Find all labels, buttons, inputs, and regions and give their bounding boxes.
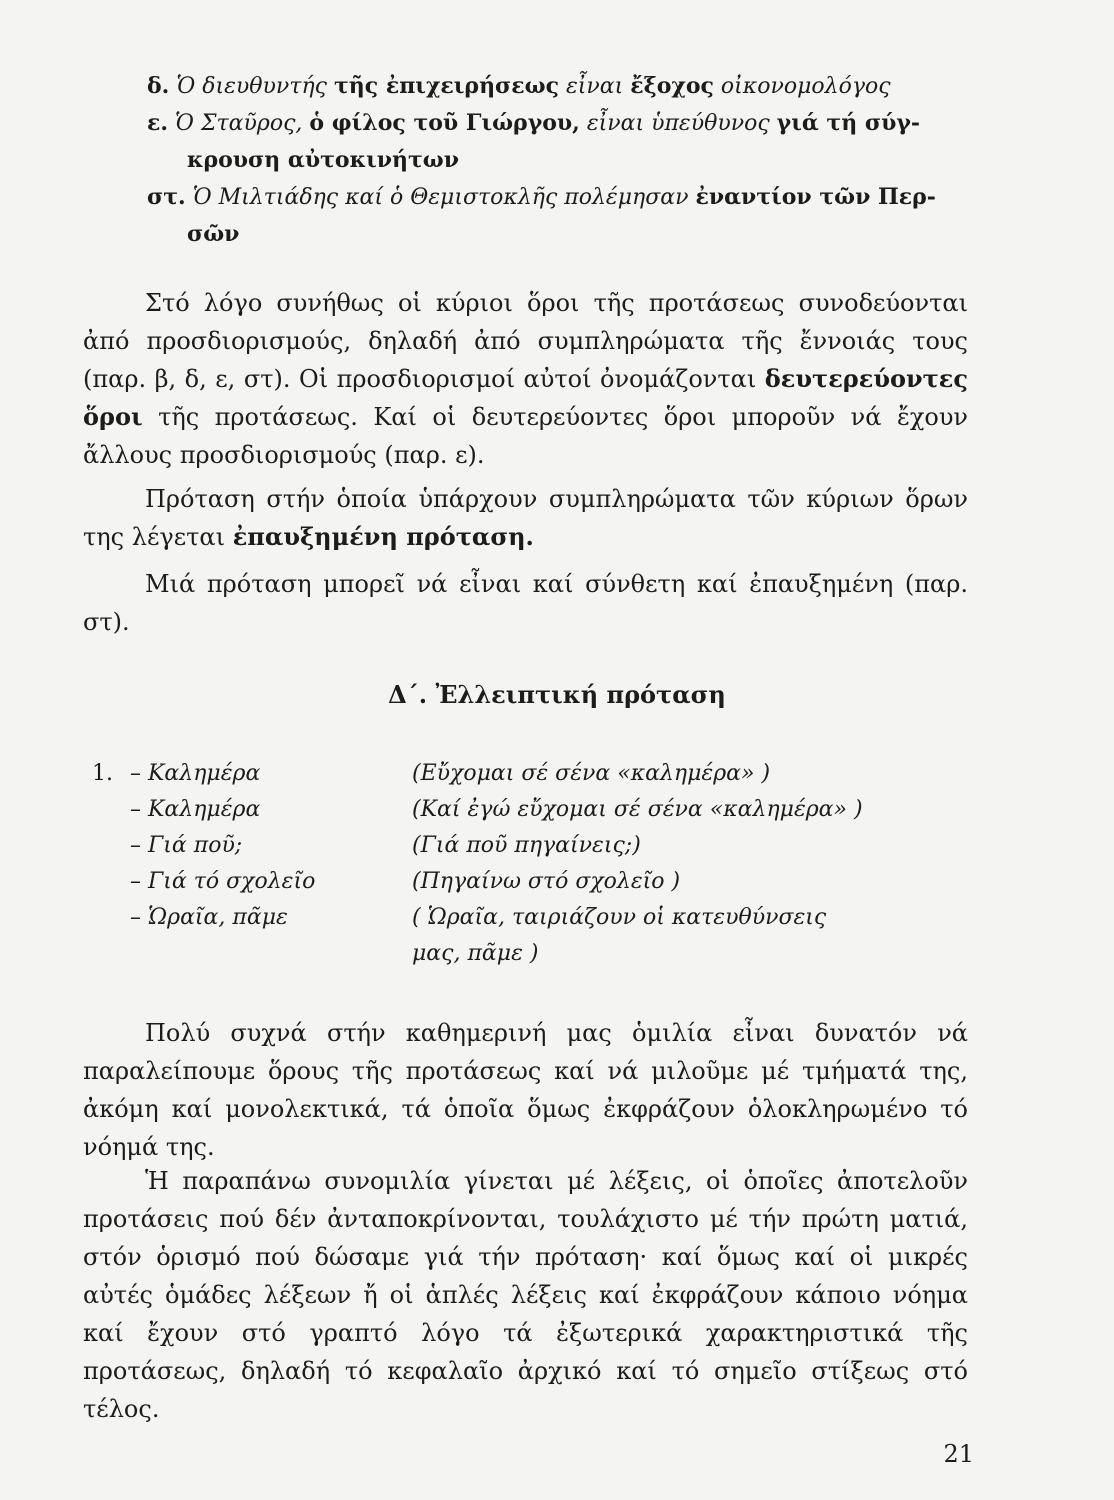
example-e: ε. Ὁ Σταῦρος, ὁ φίλος τοῦ Γιώργου, εἶναι ὑπεύθυνος γιά τή σύγ- (147, 110, 921, 136)
paragraph-expanded-sentence: Πρόταση στήν ὁποία ὑπάρχουν συμπληρώματα τῶν κύριων ὅρων της λέγεται ἐπαυξημένη πρόταση. (83, 485, 968, 551)
dialog-number: 1. (92, 761, 113, 786)
paragraph-conversation: Ἡ παραπάνω συνομιλία γίνεται μέ λέξεις, οἱ ὁποῖες ἀποτελοῦν προτάσεις πού δέν ἀνταποκρίνονται, τουλάχιστο μέ τήν πρώτη ματιά, στόν ὁρισμό πού δώσαμε γιά τήν πρόταση· καί ὅμως καί οἱ μικρές αὐτές ὁμάδες λέξεων ἤ οἱ ἁπλές λέξεις καί ἐκφράζουν κάποιο νόημα καί ἔχουν στό γραπτό λόγο τά ἐξωτερικά χαρακτηριστικά τῆς προτάσεως, δηλαδή τό κεφαλαῖο ἀρχικό καί τό σημεῖο στίξεως στό τέλος. (83, 1167, 968, 1423)
paragraph-omission: Πολύ συχνά στήν καθημερινή μας ὁμιλία εἶναι δυνατόν νά παραλείπουμε ὅρους τῆς προτάσεως καί νά μιλοῦμε μέ τμήματά της, ἀκόμη καί μονολεκτικά, τά ὁποῖα ὅμως ἐκφράζουν ὁλοκληρωμένο τό νόημά της. (83, 1019, 968, 1161)
dialog-row: 1. – Καλημέρα (Εὔχομαι σέ σένα «καλημέρα» ) (92, 756, 972, 792)
example-d: δ. Ὁ διευθυντής τῆς ἐπιχειρήσεως εἶναι ἔξοχος οἰκονομολόγος (147, 73, 891, 99)
dialog-row: μας, πᾶμε ) (412, 941, 539, 966)
section-heading: Δ΄. Ἐλλειπτική πρόταση (388, 680, 726, 709)
dialog-row: – Γιά τό σχολεῖο (Πηγαίνω στό σχολεῖο ) (130, 869, 681, 894)
dialog-row: – Καλημέρα (Καί ἐγώ εὔχομαι σέ σένα «καλημέρα» ) (130, 797, 863, 822)
page-number: 21 (943, 1440, 974, 1468)
examples-block (147, 68, 967, 253)
dialog-row: – Γιά ποῦ; (Γιά ποῦ πηγαίνεις;) (130, 833, 641, 858)
example-st: στ. Ὁ Μιλτιάδης καί ὁ Θεμιστοκλῆς πολέμησαν ἐναντίον τῶν Περ- (147, 184, 936, 210)
paragraph-secondary-terms: Στό λόγο συνήθως οἱ κύριοι ὅροι τῆς προτάσεως συνοδεύονται ἀπό προσδιορισμούς, δηλαδή ἀπό συμπληρώματα τῆς ἔννοιάς τους (παρ. β, δ, ε, στ). Οἱ προσδιορισμοί αὐτοί ὀνομάζονται δευτερεύοντες ὅροι τῆς προτάσεως. Καί οἱ δευτερεύοντες ὅροι μποροῦν νά ἔχουν ἄλλους προσδιορισμούς (παρ. ε). (83, 289, 968, 469)
example-st-cont: σῶν (187, 221, 240, 247)
dialog-row: – Ὡραῖα, πᾶμε ( Ὡραῖα, ταιριάζουν οἱ κατευθύνσεις (130, 905, 827, 930)
example-e-cont: κρουση αὐτοκινήτων (187, 147, 460, 173)
paragraph-compound: Μιά πρόταση μπορεῖ νά εἶναι καί σύνθετη καί ἐπαυξημένη (παρ. στ). (83, 570, 968, 636)
dialog-example (92, 756, 972, 972)
